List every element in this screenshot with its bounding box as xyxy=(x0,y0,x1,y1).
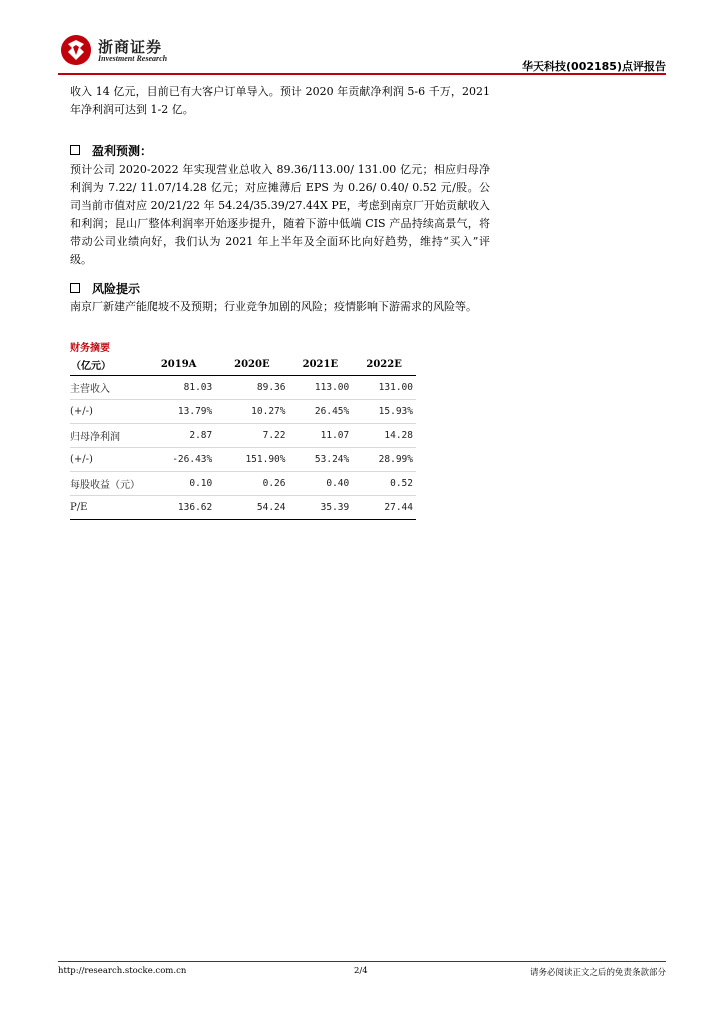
row-label: 主营收入 xyxy=(70,376,142,400)
table-cell: 15.93% xyxy=(352,400,416,424)
table-cell: 0.10 xyxy=(142,472,215,496)
intro-section xyxy=(70,83,490,119)
footer-url: http://research.stocke.com.cn xyxy=(58,966,187,976)
financial-summary-label: 财务摘要 xyxy=(70,343,110,354)
table-row xyxy=(70,400,416,424)
logo-mark-icon xyxy=(60,34,92,66)
checkbox-bullet-icon xyxy=(70,283,80,293)
header-divider xyxy=(58,73,666,75)
table-cell: 26.45% xyxy=(289,400,353,424)
table-cell: 53.24% xyxy=(289,448,353,472)
page-number: 2/4 xyxy=(354,966,368,976)
risk-section xyxy=(70,298,490,316)
row-label: P/E xyxy=(70,496,142,520)
risk-heading xyxy=(70,280,140,297)
row-label: (+/-) xyxy=(70,400,142,424)
table-cell: 10.27% xyxy=(215,400,288,424)
table-row xyxy=(70,448,416,472)
table-cell: 54.24 xyxy=(215,496,288,520)
company-logo xyxy=(60,32,180,68)
table-cell: 113.00 xyxy=(289,376,353,400)
table-cell: 0.40 xyxy=(289,472,353,496)
table-header-cell: 2022E xyxy=(352,354,416,376)
table-cell: 13.79% xyxy=(142,400,215,424)
table-row xyxy=(70,496,416,520)
table-cell: 7.22 xyxy=(215,424,288,448)
table-cell: 2.87 xyxy=(142,424,215,448)
table-cell: 89.36 xyxy=(215,376,288,400)
table-header-cell: 2021E xyxy=(289,354,353,376)
table-row xyxy=(70,376,416,400)
table-cell: -26.43% xyxy=(142,448,215,472)
risk-paragraph: 南京厂新建产能爬坡不及预期；行业竞争加剧的风险；疫情影响下游需求的风险等。 xyxy=(70,300,477,313)
logo-chinese-text: 浙商证券 xyxy=(98,38,163,56)
table-cell: 14.28 xyxy=(352,424,416,448)
table-header-cell: 2020E xyxy=(215,354,288,376)
table-cell: 151.90% xyxy=(215,448,288,472)
table-cell: 35.39 xyxy=(289,496,353,520)
table-cell: 28.99% xyxy=(352,448,416,472)
logo-english-text: Investment Research xyxy=(98,54,168,63)
risk-heading-text: 风险提示 xyxy=(92,282,141,296)
table-cell: 81.03 xyxy=(142,376,215,400)
table-cell: 131.00 xyxy=(352,376,416,400)
table-row xyxy=(70,472,416,496)
footer-divider xyxy=(58,961,666,962)
table-cell: 136.62 xyxy=(142,496,215,520)
row-label: 每股收益（元） xyxy=(70,472,142,496)
report-title: 华天科技(002185)点评报告 xyxy=(522,60,666,73)
table-header-cell: 2019A xyxy=(142,354,215,376)
intro-paragraph: 收入 14 亿元，目前已有大客户订单导入。预计 2020 年贡献净利润 5-6 千万，2021 年净利润可达到 1-2 亿。 xyxy=(70,85,490,116)
table-cell: 11.07 xyxy=(289,424,353,448)
row-label: (+/-) xyxy=(70,448,142,472)
table-header-cell: （亿元） xyxy=(70,354,142,376)
profit-forecast-heading xyxy=(70,142,152,159)
table-cell: 0.26 xyxy=(215,472,288,496)
table-row xyxy=(70,424,416,448)
row-label: 归母净利润 xyxy=(70,424,142,448)
profit-forecast-heading-text: 盈利预测： xyxy=(92,144,153,158)
financial-summary-table xyxy=(70,354,416,520)
profit-forecast-section xyxy=(70,161,490,269)
checkbox-bullet-icon xyxy=(70,145,80,155)
profit-forecast-paragraph: 预计公司 2020-2022 年实现营业总收入 89.36/113.00/ 131.00 亿元；相应归母净利润为 7.22/ 11.07/14.28 亿元；对应摊薄后 EPS 为 0.26/ 0.40/ 0.52 元/股。公司当前市值对应 20/21/22 年 54.24/35.39/27.44X PE，考虑到南京厂开始贡献收入和利润；昆山厂整体利润率开始逐步提升，随着下游中低端 CIS 产品持续高景气，将带动公司业绩向好，我们认为 2021 年上半年及全面环比向好趋势，维持“买入”评级。 xyxy=(70,163,490,266)
table-cell: 27.44 xyxy=(352,496,416,520)
table-header-row xyxy=(70,354,416,376)
table-cell: 0.52 xyxy=(352,472,416,496)
footer-disclaimer: 请务必阅读正文之后的免责条款部分 xyxy=(529,968,666,978)
